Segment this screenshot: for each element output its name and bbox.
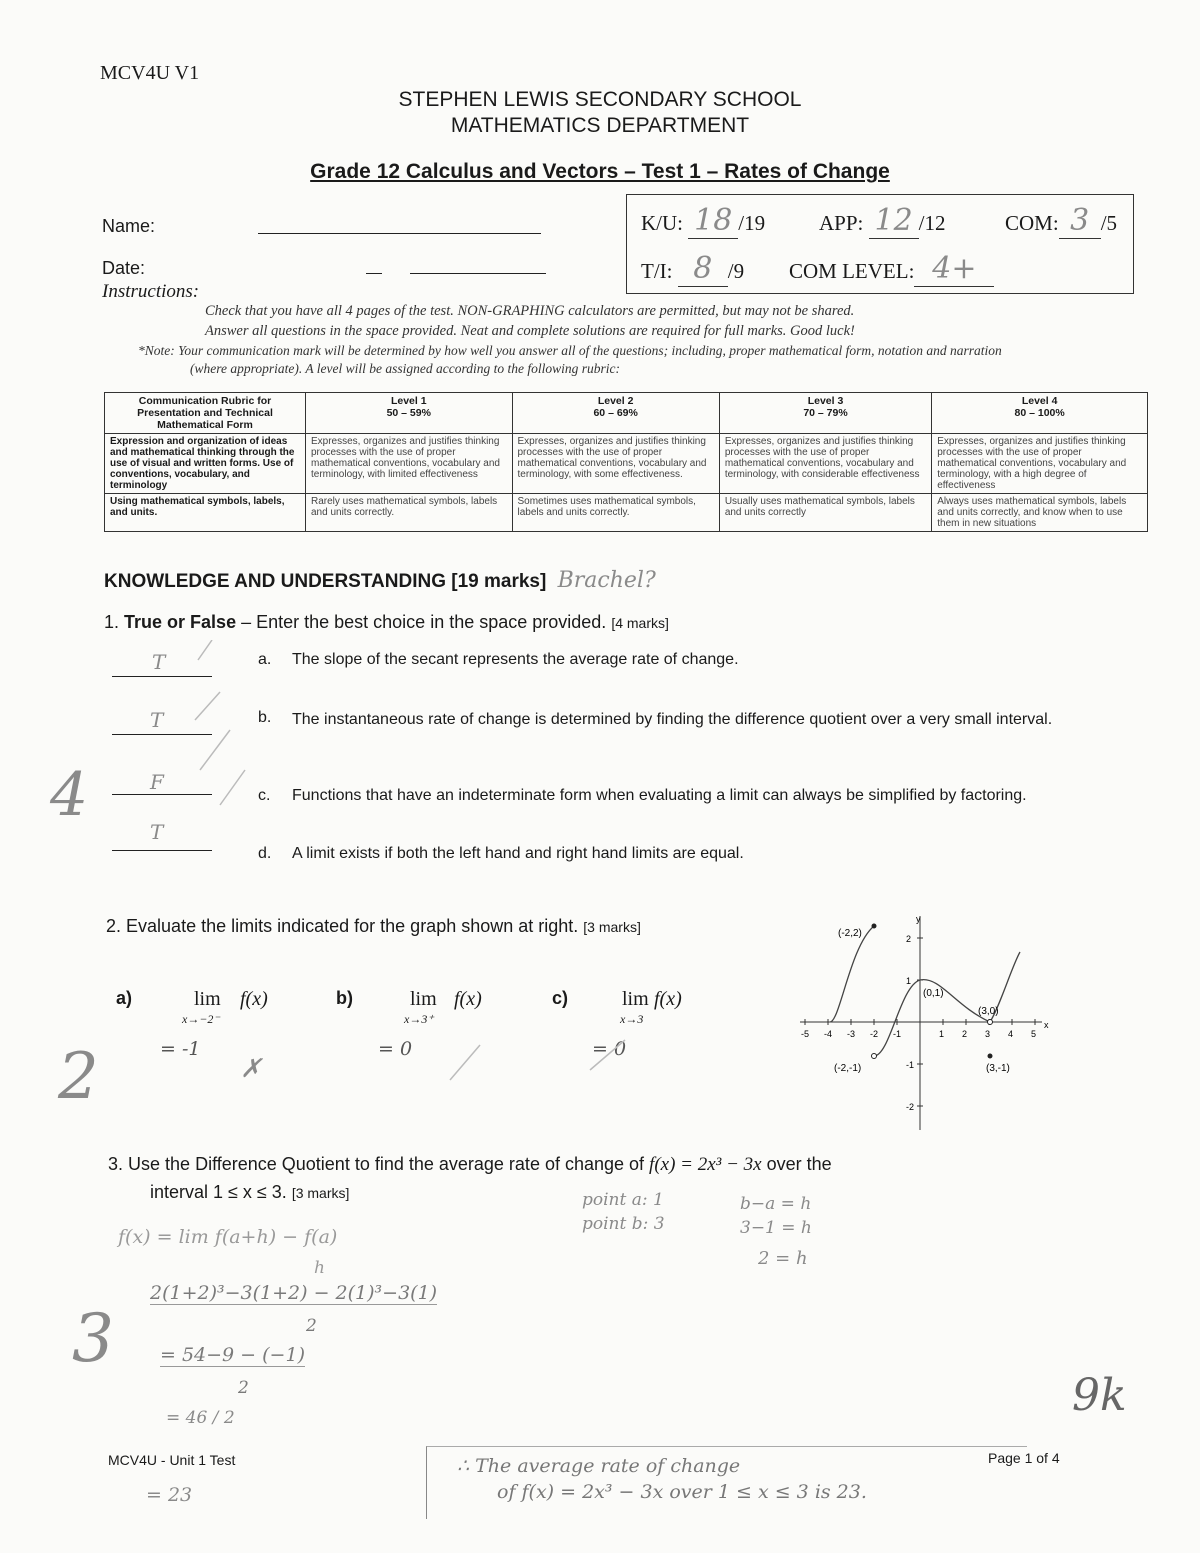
- point-open: [872, 1054, 877, 1059]
- rubric-criterion: Expression and organization of ideas and mathematical thinking through the use of visual and written forms. Use of conventions, vocabulary, and terminology: [105, 434, 306, 494]
- function-graph: [790, 906, 1050, 1136]
- q1-answer-b: T: [150, 708, 164, 732]
- page-title: Grade 12 Calculus and Vectors – Test 1 – Rates of Change: [310, 160, 890, 183]
- instruction-line-4: (where appropriate). A level will be assigned according to the following rubric:: [190, 361, 620, 376]
- q2-label-c: c): [552, 988, 569, 1008]
- q2-score-handwritten: 2: [58, 1040, 99, 1114]
- y-tick-label: -1: [906, 1060, 915, 1070]
- q2-sub-b: x→3⁺: [404, 1012, 434, 1026]
- page-number: Page 1 of 4: [988, 1450, 1060, 1466]
- q3-side-work: 3−1 = h: [740, 1218, 812, 1238]
- rubric-cell: Rarely uses mathematical symbols, labels and units correctly.: [306, 494, 513, 532]
- date-field: [410, 273, 546, 274]
- point-label: (3,-1): [986, 1063, 1010, 1074]
- x-tick-label: 5: [1031, 1029, 1037, 1039]
- q2-mark-a: ✗: [240, 1054, 262, 1084]
- instructions-label: Instructions:: [102, 281, 200, 302]
- instruction-line-1: Check that you have all 4 pages of the test. NON-GRAPHING calculators are permitted, but may not be shared.: [205, 303, 855, 319]
- q2-lim-c: lim: [622, 988, 649, 1010]
- ku-score-row: [641, 203, 765, 239]
- q2-sub-a: x→−2⁻: [182, 1012, 220, 1026]
- name-label: Name:: [102, 216, 156, 236]
- com-score: 3: [1059, 203, 1101, 239]
- y-tick-label: -2: [906, 1102, 915, 1112]
- q3-side-work: point a: 1: [582, 1190, 664, 1210]
- ti-label: T/I:: [641, 259, 673, 283]
- name-field: [258, 233, 541, 234]
- q1-score-handwritten: 4: [50, 760, 89, 830]
- q2-prompt: [106, 916, 641, 937]
- x-tick-label: -4: [824, 1029, 833, 1039]
- y-tick-label: 2: [906, 934, 912, 944]
- point-filled: [872, 924, 877, 929]
- rubric-header-cell: Level 2 60 – 69%: [512, 393, 719, 434]
- q2-part-a: [116, 988, 316, 1088]
- school-name: STEPHEN LEWIS SECONDARY SCHOOL: [398, 88, 802, 111]
- q1-statement-a: The slope of the secant represents the average rate of change.: [292, 651, 739, 668]
- rubric-cell: Expresses, organizes and justifies thinking processes with the use of proper mathematical conventions, vocabulary and terminology, with some effectiveness.: [512, 434, 719, 494]
- q3-work-line: 2(1+2)³−3(1+2) − 2(1)³−3(1): [150, 1282, 438, 1304]
- rubric-cell: Expresses, organizes and justifies thinking processes with the use of proper mathematical conventions, vocabulary and terminology, with a high degree of effectiveness: [932, 434, 1148, 494]
- conclusion-line-1: ∴ The average rate of change: [457, 1455, 741, 1477]
- q2-marks: [3 marks]: [583, 919, 641, 935]
- q3-marks: [3 marks]: [291, 1185, 350, 1201]
- x-axis-label: x: [1044, 1020, 1049, 1030]
- app-label: APP:: [819, 211, 864, 235]
- q2-answer-b: = 0: [378, 1038, 413, 1060]
- conclusion-box: [426, 1446, 1027, 1519]
- point-label: (0,1): [923, 988, 944, 999]
- ku-score: 18: [688, 203, 738, 239]
- rubric-cell: Expresses, organizes and justifies thinking processes with the use of proper mathematical conventions, vocabulary and terminology, with considerable effectiveness: [719, 434, 931, 494]
- q1-statement-c: Functions that have an indeterminate form when evaluating a limit can always be simplified by factoring.: [292, 787, 1027, 804]
- q2-answer-a: = -1: [160, 1038, 201, 1060]
- q3-text-b: over the: [766, 1154, 832, 1174]
- q1-answer-d: T: [150, 820, 164, 844]
- rubric-cell: Expresses, organizes and justifies thinking processes with the use of proper mathematical conventions, vocabulary and terminology, with limited effectiveness: [306, 434, 513, 494]
- q1-answer-a: T: [152, 650, 166, 674]
- date-field-part: [366, 273, 382, 274]
- rubric-row: [105, 434, 1148, 494]
- instruction-line-2: Answer all questions in the space provided. Neat and complete solutions are required for full marks. Good luck!: [205, 323, 855, 339]
- q3-interval: interval 1 ≤ x ≤ 3.: [150, 1182, 287, 1202]
- q3-formula: f(x) = 2x³ − 3x: [649, 1154, 762, 1175]
- q2-answer-c: = 0: [592, 1038, 627, 1060]
- rubric-header-row: [105, 393, 1148, 434]
- q3-work-line: 2: [306, 1316, 317, 1336]
- com-level-label: COM LEVEL:: [789, 259, 915, 283]
- course-code: MCV4U V1: [100, 62, 200, 84]
- q3-work-line: 2: [238, 1378, 249, 1398]
- q3-work-line: = 23: [146, 1484, 193, 1506]
- student-name-handwritten: Brachel?: [557, 568, 656, 593]
- x-tick-label: 2: [962, 1029, 968, 1039]
- q1-prompt: [104, 612, 669, 633]
- com-label: COM:: [1005, 211, 1059, 235]
- date-label: Date:: [102, 258, 146, 278]
- checkmarks-q1: [190, 640, 260, 820]
- q2-label-a: a): [116, 988, 133, 1008]
- q3-score-handwritten: 3: [72, 1300, 114, 1377]
- ti-score: 8: [678, 251, 728, 287]
- score-box: [626, 194, 1134, 294]
- ti-total: /9: [727, 259, 745, 283]
- rubric-cell: Always uses mathematical symbols, labels and units correctly, and know when to use them in new situations: [932, 494, 1148, 532]
- q3-side-work: 2 = h: [758, 1248, 808, 1269]
- q1-statement-b: The instantaneous rate of change is determined by finding the difference quotient over a very small interval.: [292, 711, 1053, 728]
- q3-side-work: point b: 3: [582, 1214, 665, 1234]
- com-total: /5: [1100, 211, 1118, 235]
- app-score: 12: [869, 203, 919, 239]
- point-label: (-2,2): [838, 928, 862, 939]
- q1-letter-a: a.: [258, 651, 272, 668]
- q1-bold: True or False: [124, 612, 237, 632]
- x-tick-label: -2: [870, 1029, 879, 1039]
- x-tick-label: 1: [939, 1029, 945, 1039]
- q3-work-line: f(x) = lim f(a+h) − f(a): [118, 1226, 338, 1248]
- teacher-check-mark: 9k: [1072, 1370, 1127, 1421]
- x-tick-label: -5: [801, 1029, 810, 1039]
- point-label: (-2,-1): [834, 1063, 862, 1074]
- q1-marks: [4 marks]: [611, 615, 669, 631]
- rubric-header-cell: Level 4 80 – 100%: [932, 393, 1148, 434]
- y-tick-label: 1: [906, 976, 912, 986]
- q2-fx-c: f(x): [654, 988, 682, 1010]
- q1-letter-b: b.: [258, 709, 272, 726]
- communication-rubric-table: [104, 392, 1148, 532]
- y-axis-label: y: [916, 914, 921, 924]
- q1-letter-d: d.: [258, 845, 272, 862]
- rubric-header-cell: Level 3 70 – 79%: [719, 393, 931, 434]
- rubric-cell: Sometimes uses mathematical symbols, labels and units correctly.: [512, 494, 719, 532]
- q3-prompt-line2: [150, 1182, 349, 1203]
- rubric-row: [105, 494, 1148, 532]
- q2-number: 2.: [106, 916, 122, 936]
- x-tick-label: 4: [1008, 1029, 1014, 1039]
- footer-left: MCV4U - Unit 1 Test: [108, 1452, 236, 1468]
- instruction-line-3: *Note: Your communication mark will be determined by how well you answer all of the questions; including, proper mathematical form, notation and narration: [138, 343, 1002, 358]
- q2-fx-b: f(x): [454, 988, 482, 1010]
- rubric-header-cell: Level 1 50 – 59%: [306, 393, 513, 434]
- answer-line: [112, 850, 212, 851]
- curve-left: [830, 926, 874, 1022]
- ku-total: /19: [738, 211, 766, 235]
- q3-side-work: b−a = h: [740, 1194, 812, 1214]
- department-name: MATHEMATICS DEPARTMENT: [450, 114, 750, 137]
- school-heading: [0, 87, 1200, 139]
- q3-work-line: = 54−9 − (−1): [160, 1344, 305, 1366]
- q1-letter-c: c.: [258, 787, 271, 804]
- q3-prompt: [108, 1154, 1188, 1176]
- q3-text-a: Use the Difference Quotient to find the average rate of change of: [128, 1154, 645, 1174]
- q3-work-line: = 46 / 2: [166, 1408, 235, 1428]
- q1-number: 1.: [104, 612, 120, 632]
- rubric-criterion: Using mathematical symbols, labels, and units.: [105, 494, 306, 532]
- com-level: 4+: [914, 251, 994, 287]
- x-tick-label: -3: [847, 1029, 856, 1039]
- conclusion-line-2: of f(x) = 2x³ − 3x over 1 ≤ x ≤ 3 is 23.: [497, 1481, 867, 1503]
- q1-statement-d: A limit exists if both the left hand and right hand limits are equal.: [292, 845, 744, 862]
- checkmarks-q2: [440, 1030, 640, 1090]
- q2-lim-a: lim: [194, 988, 221, 1010]
- q1-text: – Enter the best choice in the space provided.: [236, 612, 607, 632]
- rubric-cell: Usually uses mathematical symbols, labels and units correctly: [719, 494, 931, 532]
- ku-section-heading: [104, 568, 656, 593]
- q2-text: Evaluate the limits indicated for the graph shown at right.: [126, 916, 579, 936]
- q3-number: 3.: [108, 1154, 124, 1174]
- q1-answer-c: F: [150, 770, 164, 794]
- ku-heading-text: KNOWLEDGE AND UNDERSTANDING [19 marks]: [104, 571, 547, 592]
- x-tick-label: 3: [985, 1029, 991, 1039]
- q2-fx-a: f(x): [240, 988, 268, 1010]
- point-filled: [988, 1054, 993, 1059]
- x-tick-label: -1: [893, 1029, 902, 1039]
- q2-lim-b: lim: [410, 988, 437, 1010]
- q3-work-line: h: [314, 1258, 325, 1278]
- point-open: [988, 1020, 993, 1025]
- ku-label: K/U:: [641, 211, 683, 235]
- rubric-header-cell: Communication Rubric for Presentation and Technical Mathematical Form: [105, 393, 306, 434]
- point-label: (3,0): [978, 1006, 999, 1017]
- q2-sub-c: x→3: [620, 1012, 644, 1026]
- app-total: /12: [918, 211, 946, 235]
- q2-label-b: b): [336, 988, 353, 1008]
